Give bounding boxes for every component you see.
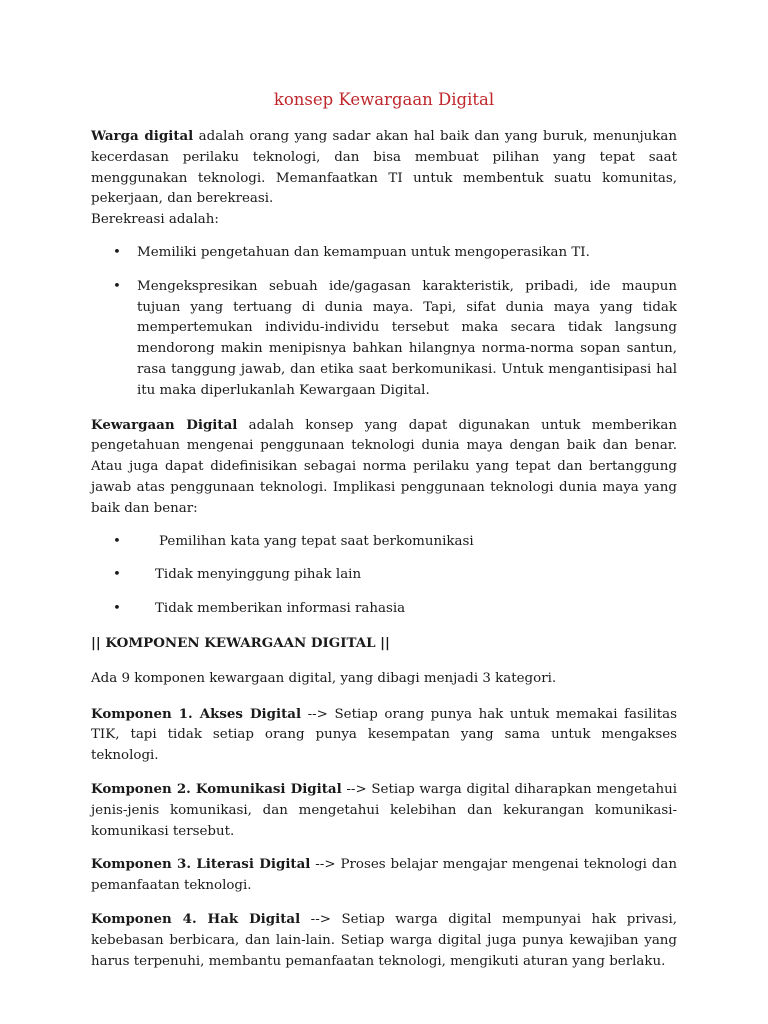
komponen-3-text: --> Proses belajar mengajar mengenai teknologi dan pemanfaatan teknologi.	[91, 857, 677, 894]
komponen-1-label: Komponen 1. Akses Digital	[91, 705, 302, 722]
list-item: • Mengekspresikan sebuah ide/gagasan karakteristik, pribadi, ide maupun tujuan yang tertuang di dunia maya. Tapi, sifat dunia maya yang tidak mempertemukan individu-individu tersebut maka secara tidak langsung mendorong makin menipisnya bahkan hilangnya norma-norma sopan santun, rasa tanggung jawab, dan etika saat berkomunikasi. Untuk mengantisipasi hal itu maka diperlukanlah Kewargaan Digital.	[91, 277, 677, 402]
kewargaan-term: Kewargaan Digital	[91, 416, 238, 433]
intro-term: Warga digital	[91, 128, 194, 144]
list-item: • Pemilihan kata yang tepat saat berkomunikasi	[91, 532, 677, 553]
komponen-4-label: Komponen 4. Hak Digital	[91, 910, 301, 927]
komponen-3	[91, 854, 677, 897]
komponen-intro: Ada 9 komponen kewargaan digital, yang dibagi menjadi 3 kategori.	[91, 670, 557, 686]
berekreasi-list	[91, 243, 677, 402]
kewargaan-paragraph	[91, 415, 677, 520]
komponen-heading-text: || KOMPONEN KEWARGAAN DIGITAL ||	[91, 634, 390, 651]
komponen-2-label: Komponen 2. Komunikasi Digital	[91, 780, 342, 797]
list-item: • Tidak menyinggung pihak lain	[91, 565, 677, 586]
intro-paragraph	[91, 126, 677, 210]
kewargaan-text: adalah konsep yang dapat digunakan untuk memberikan pengetahuan mengenai penggunaan teknologi dunia maya dengan baik dan benar. Atau juga dapat didefinisikan sebagai norma perilaku yang tepat dan bertanggung jawab atas penggunaan teknologi. Implikasi penggunaan teknologi dunia maya yang baik dan benar:	[91, 417, 677, 516]
list-item: • Memiliki pengetahuan dan kemampuan untuk mengoperasikan TI.	[91, 243, 677, 264]
komponen-4	[91, 909, 677, 972]
komponen-4-text: --> Setiap warga digital mempunyai hak privasi, kebebasan berbicara, dan lain-lain. Setiap warga digital juga punya kewajiban yang harus terpenuhi, membantu pemanfaatan teknologi, mengikuti aturan yang berlaku.	[91, 911, 678, 969]
komponen-2-text: --> Setiap warga digital diharapkan mengetahui jenis-jenis komunikasi, dan mengetahui kelebihan dan kekurangan komunikasi-komunikasi tersebut.	[91, 781, 677, 839]
intro-text: adalah orang yang sadar akan hal baik dan yang buruk, menunjukan kecerdasan perilaku teknologi, dan bisa membuat pilihan yang tepat saat menggunakan teknologi. Memanfaatkan TI untuk membentuk suatu komunitas, pekerjaan, dan berekreasi.	[91, 129, 677, 207]
komponen-1	[91, 704, 677, 767]
document-title: konsep Kewargaan Digital	[273, 90, 495, 109]
komponen-2	[91, 779, 677, 842]
berekreasi-label: Berekreasi adalah:	[91, 212, 219, 228]
list-item: • Tidak memberikan informasi rahasia	[91, 599, 677, 620]
komponen-3-label: Komponen 3. Literasi Digital	[91, 856, 311, 873]
komponen-1-text: --> Setiap orang punya hak untuk memakai fasilitas TIK, tapi tidak setiap orang punya kesempatan yang sama untuk mengakses teknologi.	[91, 706, 677, 764]
implikasi-list	[91, 532, 677, 620]
komponen-heading	[91, 633, 677, 655]
